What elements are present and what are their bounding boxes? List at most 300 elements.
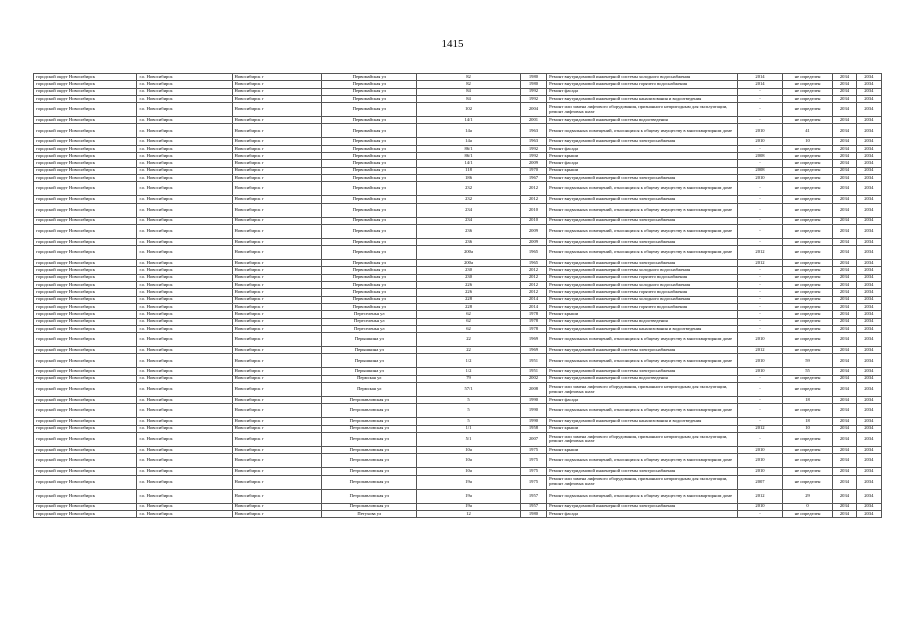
table-row — [34, 432, 882, 446]
plan-end-cell: 2034 — [856, 432, 881, 446]
okrug-cell: г.о. Новосибирск — [137, 95, 232, 102]
table-row — [34, 153, 882, 160]
wear-cell: не определен — [782, 182, 833, 196]
house-number-cell: 230 — [417, 267, 520, 274]
plan-end-cell: 2034 — [856, 333, 881, 347]
table-row — [34, 375, 882, 382]
last-repair-year-cell: - — [738, 203, 782, 217]
work-type-cell: Ремонт фасада — [547, 510, 738, 517]
last-repair-year-cell: 2012 — [738, 260, 782, 267]
wear-cell: 18 — [782, 418, 833, 425]
okrug-cell: г.о. Новосибирск — [137, 274, 232, 281]
table-row — [34, 224, 882, 238]
district-cell: городской округ Новосибирск — [34, 418, 137, 425]
okrug-cell: г.о. Новосибирск — [137, 217, 232, 224]
last-repair-year-cell: - — [738, 418, 782, 425]
plan-end-cell: 2034 — [856, 124, 881, 138]
house-number-cell: 1/2 — [417, 368, 520, 375]
work-type-cell: Ремонт внутридомовой инженерной системы канализования и водоотведения — [547, 325, 738, 332]
plan-end-cell: 2034 — [856, 117, 881, 124]
plan-end-cell: 2034 — [856, 217, 881, 224]
street-cell: Петропавловская ул — [322, 468, 417, 475]
district-cell: городской округ Новосибирск — [34, 503, 137, 510]
city-cell: Новосибирск г — [232, 404, 322, 418]
plan-end-cell: 2034 — [856, 454, 881, 468]
table-row — [34, 203, 882, 217]
house-number-cell: 84 — [417, 88, 520, 95]
last-repair-year-cell: - — [738, 383, 782, 397]
wear-cell: не определен — [782, 238, 833, 245]
wear-cell: не определен — [782, 203, 833, 217]
plan-end-cell: 2034 — [856, 138, 881, 145]
last-repair-year-cell: - — [738, 296, 782, 303]
district-cell: городской округ Новосибирск — [34, 333, 137, 347]
plan-end-cell: 2034 — [856, 153, 881, 160]
plan-start-cell: 2034 — [833, 383, 856, 397]
table-row — [34, 217, 882, 224]
okrug-cell: г.о. Новосибирск — [137, 325, 232, 332]
last-repair-year-cell: - — [738, 145, 782, 152]
street-cell: Переселенья ул — [322, 318, 417, 325]
work-type-cell: Ремонт или замена лифтового оборудования, признанного непригодным для эксплуатации, ремонт лифтовых шахт — [547, 383, 738, 397]
last-repair-year-cell: - — [738, 103, 782, 117]
house-number-cell: 14/1 — [417, 117, 520, 124]
plan-start-cell: 2034 — [833, 117, 856, 124]
year-built-cell: 1963 — [520, 138, 546, 145]
okrug-cell: г.о. Новосибирск — [137, 174, 232, 181]
table-row — [34, 404, 882, 418]
work-type-cell: Ремонт внутридомовой инженерной системы электроснабжения — [547, 196, 738, 203]
okrug-cell: г.о. Новосибирск — [137, 347, 232, 354]
year-built-cell: 2012 — [520, 274, 546, 281]
table-row — [34, 88, 882, 95]
year-built-cell: 1992 — [520, 145, 546, 152]
house-number-cell: 22 — [417, 333, 520, 347]
last-repair-year-cell: - — [738, 510, 782, 517]
city-cell: Новосибирск г — [232, 174, 322, 181]
district-cell: городской округ Новосибирск — [34, 282, 137, 289]
table-row — [34, 246, 882, 260]
okrug-cell: г.о. Новосибирск — [137, 318, 232, 325]
last-repair-year-cell: 2010 — [738, 174, 782, 181]
house-number-cell: 234 — [417, 203, 520, 217]
table-row — [34, 145, 882, 152]
last-repair-year-cell: - — [738, 182, 782, 196]
work-type-cell: Ремонт подвальных помещений, относящихся к общему имуществу в многоквартирном доме — [547, 203, 738, 217]
last-repair-year-cell: - — [738, 375, 782, 382]
plan-start-cell: 2034 — [833, 174, 856, 181]
table-row — [34, 95, 882, 102]
house-number-cell: 234 — [417, 217, 520, 224]
street-cell: Первомайская ул — [322, 274, 417, 281]
street-cell: Перышкина ул — [322, 354, 417, 368]
table-row — [34, 368, 882, 375]
plan-end-cell: 2034 — [856, 368, 881, 375]
year-built-cell: 1980 — [520, 510, 546, 517]
year-built-cell: 2014 — [520, 303, 546, 310]
year-built-cell: 1967 — [520, 174, 546, 181]
house-number-cell: 12 — [417, 510, 520, 517]
plan-start-cell: 2034 — [833, 404, 856, 418]
okrug-cell: г.о. Новосибирск — [137, 311, 232, 318]
city-cell: Новосибирск г — [232, 145, 322, 152]
district-cell: городской округ Новосибирск — [34, 267, 137, 274]
wear-cell: 0 — [782, 503, 833, 510]
okrug-cell: г.о. Новосибирск — [137, 333, 232, 347]
wear-cell: не определен — [782, 117, 833, 124]
table-row — [34, 174, 882, 181]
plan-start-cell: 2034 — [833, 238, 856, 245]
district-cell: городской округ Новосибирск — [34, 489, 137, 503]
wear-cell: не определен — [782, 333, 833, 347]
last-repair-year-cell: - — [738, 160, 782, 167]
city-cell: Новосибирск г — [232, 88, 322, 95]
work-type-cell: Ремонт крыши — [547, 446, 738, 453]
okrug-cell: г.о. Новосибирск — [137, 468, 232, 475]
district-cell: городской округ Новосибирск — [34, 383, 137, 397]
city-cell: Новосибирск г — [232, 153, 322, 160]
street-cell: Первомайская ул — [322, 167, 417, 174]
street-cell: Первомайская ул — [322, 160, 417, 167]
plan-start-cell: 2034 — [833, 432, 856, 446]
plan-end-cell: 2034 — [856, 397, 881, 404]
district-cell: городской округ Новосибирск — [34, 397, 137, 404]
street-cell: Петухова ул — [322, 510, 417, 517]
district-cell: городской округ Новосибирск — [34, 124, 137, 138]
wear-cell: не определен — [782, 95, 833, 102]
plan-start-cell: 2034 — [833, 325, 856, 332]
house-number-cell: 102 — [417, 103, 520, 117]
okrug-cell: г.о. Новосибирск — [137, 489, 232, 503]
district-cell: городской округ Новосибирск — [34, 160, 137, 167]
okrug-cell: г.о. Новосибирск — [137, 182, 232, 196]
wear-cell: не определен — [782, 289, 833, 296]
plan-start-cell: 2034 — [833, 311, 856, 318]
wear-cell: не определен — [782, 296, 833, 303]
plan-start-cell: 2034 — [833, 282, 856, 289]
okrug-cell: г.о. Новосибирск — [137, 354, 232, 368]
year-built-cell: 1978 — [520, 318, 546, 325]
year-built-cell: 2010 — [520, 217, 546, 224]
city-cell: Новосибирск г — [232, 368, 322, 375]
house-number-cell: 19а — [417, 475, 520, 489]
table-row — [34, 454, 882, 468]
table-row — [34, 117, 882, 124]
city-cell: Новосибирск г — [232, 224, 322, 238]
house-number-cell: 57/1 — [417, 383, 520, 397]
plan-end-cell: 2034 — [856, 325, 881, 332]
plan-start-cell: 2034 — [833, 224, 856, 238]
year-built-cell: 2004 — [520, 103, 546, 117]
plan-end-cell: 2034 — [856, 418, 881, 425]
plan-end-cell: 2034 — [856, 375, 881, 382]
district-cell: городской округ Новосибирск — [34, 246, 137, 260]
city-cell: Новосибирск г — [232, 267, 322, 274]
plan-start-cell: 2034 — [833, 296, 856, 303]
year-built-cell: 1965 — [520, 260, 546, 267]
wear-cell: не определен — [782, 145, 833, 152]
city-cell: Новосибирск г — [232, 167, 322, 174]
wear-cell: не определен — [782, 325, 833, 332]
city-cell: Новосибирск г — [232, 397, 322, 404]
district-cell: городской округ Новосибирск — [34, 217, 137, 224]
last-repair-year-cell: - — [738, 238, 782, 245]
street-cell: Первомайская ул — [322, 174, 417, 181]
house-number-cell: 10а — [417, 468, 520, 475]
last-repair-year-cell: - — [738, 318, 782, 325]
work-type-cell: Ремонт внутридомовой инженерной системы холодного водоснабжения — [547, 282, 738, 289]
city-cell: Новосибирск г — [232, 81, 322, 88]
house-number-cell: 86/1 — [417, 153, 520, 160]
year-built-cell: 2007 — [520, 432, 546, 446]
work-type-cell: Ремонт внутридомовой инженерной системы водоотведения — [547, 318, 738, 325]
city-cell: Новосибирск г — [232, 475, 322, 489]
work-type-cell: Ремонт внутридомовой инженерной системы водоотведения — [547, 375, 738, 382]
year-built-cell: 1951 — [520, 368, 546, 375]
year-built-cell: 1978 — [520, 311, 546, 318]
wear-cell: не определен — [782, 81, 833, 88]
last-repair-year-cell: 2012 — [738, 489, 782, 503]
wear-cell: не определен — [782, 311, 833, 318]
plan-start-cell: 2034 — [833, 333, 856, 347]
table-row — [34, 74, 882, 81]
plan-start-cell: 2034 — [833, 217, 856, 224]
year-built-cell: 1990 — [520, 404, 546, 418]
year-built-cell: 1975 — [520, 475, 546, 489]
work-type-cell: Ремонт внутридомовой инженерной системы водоотведения — [547, 117, 738, 124]
plan-end-cell: 2034 — [856, 404, 881, 418]
work-type-cell: Ремонт внутридомовой инженерной системы электроснабжения — [547, 468, 738, 475]
plan-start-cell: 2034 — [833, 124, 856, 138]
table-row — [34, 468, 882, 475]
work-type-cell: Ремонт внутридомовой инженерной системы горячего водоснабжения — [547, 303, 738, 310]
city-cell: Новосибирск г — [232, 503, 322, 510]
year-built-cell: 2009 — [520, 224, 546, 238]
house-number-cell: 10а — [417, 454, 520, 468]
district-cell: городской округ Новосибирск — [34, 432, 137, 446]
year-built-cell: 1975 — [520, 454, 546, 468]
wear-cell: не определен — [782, 160, 833, 167]
year-built-cell: 2010 — [520, 203, 546, 217]
work-type-cell: Ремонт крыши — [547, 167, 738, 174]
okrug-cell: г.о. Новосибирск — [137, 103, 232, 117]
year-built-cell: 2009 — [520, 160, 546, 167]
table-row — [34, 333, 882, 347]
district-cell: городской округ Новосибирск — [34, 224, 137, 238]
year-built-cell: 1963 — [520, 124, 546, 138]
district-cell: городской округ Новосибирск — [34, 347, 137, 354]
plan-end-cell: 2034 — [856, 238, 881, 245]
okrug-cell: г.о. Новосибирск — [137, 383, 232, 397]
plan-start-cell: 2034 — [833, 347, 856, 354]
street-cell: Первомайская ул — [322, 95, 417, 102]
wear-cell: не определен — [782, 404, 833, 418]
house-number-cell: 228 — [417, 303, 520, 310]
city-cell: Новосибирск г — [232, 238, 322, 245]
city-cell: Новосибирск г — [232, 468, 322, 475]
okrug-cell: г.о. Новосибирск — [137, 88, 232, 95]
table-row — [34, 397, 882, 404]
house-number-cell: 19а — [417, 503, 520, 510]
year-built-cell: 1969 — [520, 347, 546, 354]
plan-end-cell: 2034 — [856, 246, 881, 260]
year-built-cell: 1978 — [520, 325, 546, 332]
wear-cell: не определен — [782, 167, 833, 174]
work-type-cell: Ремонт внутридомовой инженерной системы электроснабжения — [547, 138, 738, 145]
okrug-cell: г.о. Новосибирск — [137, 260, 232, 267]
table-row — [34, 489, 882, 503]
okrug-cell: г.о. Новосибирск — [137, 153, 232, 160]
plan-start-cell: 2034 — [833, 489, 856, 503]
house-number-cell: 19а — [417, 489, 520, 503]
plan-end-cell: 2034 — [856, 354, 881, 368]
work-type-cell: Ремонт подвальных помещений, относящихся к общему имуществу в многоквартирном доме — [547, 246, 738, 260]
plan-start-cell: 2034 — [833, 475, 856, 489]
plan-end-cell: 2034 — [856, 503, 881, 510]
street-cell: Первомайская ул — [322, 81, 417, 88]
house-number-cell: 230 — [417, 274, 520, 281]
plan-start-cell: 2034 — [833, 74, 856, 81]
table-row — [34, 124, 882, 138]
street-cell: Петропавловская ул — [322, 418, 417, 425]
plan-end-cell: 2034 — [856, 489, 881, 503]
house-number-cell: 5 — [417, 418, 520, 425]
last-repair-year-cell: 2014 — [738, 74, 782, 81]
plan-end-cell: 2034 — [856, 224, 881, 238]
year-built-cell: 2012 — [520, 267, 546, 274]
wear-cell: не определен — [782, 383, 833, 397]
wear-cell: не определен — [782, 446, 833, 453]
house-number-cell: 5 — [417, 397, 520, 404]
last-repair-year-cell: 2010 — [738, 138, 782, 145]
street-cell: Первомайская ул — [322, 303, 417, 310]
last-repair-year-cell: 2008 — [738, 167, 782, 174]
plan-start-cell: 2034 — [833, 160, 856, 167]
plan-start-cell: 2034 — [833, 510, 856, 517]
district-cell: городской округ Новосибирск — [34, 368, 137, 375]
district-cell: городской округ Новосибирск — [34, 296, 137, 303]
work-type-cell: Ремонт подвальных помещений, относящихся к общему имуществу в многоквартирном доме — [547, 182, 738, 196]
okrug-cell: г.о. Новосибирск — [137, 397, 232, 404]
city-cell: Новосибирск г — [232, 425, 322, 432]
street-cell: Первомайская ул — [322, 260, 417, 267]
district-cell: городской округ Новосибирск — [34, 425, 137, 432]
street-cell: Петропавловская ул — [322, 446, 417, 453]
year-built-cell: 1990 — [520, 418, 546, 425]
plan-end-cell: 2034 — [856, 88, 881, 95]
house-number-cell: 86/1 — [417, 145, 520, 152]
district-cell: городской округ Новосибирск — [34, 354, 137, 368]
plan-start-cell: 2034 — [833, 138, 856, 145]
street-cell: Первомайская ул — [322, 203, 417, 217]
work-type-cell: Ремонт внутридомовой инженерной системы горячего водоснабжения — [547, 81, 738, 88]
house-number-cell: 82 — [417, 74, 520, 81]
house-number-cell: 232 — [417, 196, 520, 203]
okrug-cell: г.о. Новосибирск — [137, 224, 232, 238]
district-cell: городской округ Новосибирск — [34, 404, 137, 418]
district-cell: городской округ Новосибирск — [34, 153, 137, 160]
last-repair-year-cell: 2012 — [738, 246, 782, 260]
plan-end-cell: 2034 — [856, 274, 881, 281]
plan-end-cell: 2034 — [856, 160, 881, 167]
year-built-cell: 2012 — [520, 196, 546, 203]
year-built-cell: 1980 — [520, 81, 546, 88]
plan-end-cell: 2034 — [856, 475, 881, 489]
street-cell: Первомайская ул — [322, 182, 417, 196]
plan-end-cell: 2034 — [856, 303, 881, 310]
street-cell: Первомайская ул — [322, 224, 417, 238]
wear-cell: не определен — [782, 74, 833, 81]
city-cell: Новосибирск г — [232, 333, 322, 347]
street-cell: Перышкина ул — [322, 333, 417, 347]
year-built-cell: 1958 — [520, 425, 546, 432]
table-row — [34, 238, 882, 245]
last-repair-year-cell: - — [738, 303, 782, 310]
okrug-cell: г.о. Новосибирск — [137, 425, 232, 432]
wear-cell: не определен — [782, 303, 833, 310]
work-type-cell: Ремонт фасада — [547, 145, 738, 152]
table-row — [34, 167, 882, 174]
wear-cell: не определен — [782, 153, 833, 160]
year-built-cell: 1980 — [520, 74, 546, 81]
last-repair-year-cell: 2010 — [738, 333, 782, 347]
plan-start-cell: 2034 — [833, 246, 856, 260]
street-cell: Первомайская ул — [322, 217, 417, 224]
district-cell: городской округ Новосибирск — [34, 182, 137, 196]
district-cell: городской округ Новосибирск — [34, 311, 137, 318]
district-cell: городской округ Новосибирск — [34, 103, 137, 117]
okrug-cell: г.о. Новосибирск — [137, 74, 232, 81]
last-repair-year-cell: - — [738, 325, 782, 332]
plan-start-cell: 2034 — [833, 454, 856, 468]
plan-start-cell: 2034 — [833, 425, 856, 432]
table-row — [34, 160, 882, 167]
plan-end-cell: 2034 — [856, 182, 881, 196]
table-row — [34, 383, 882, 397]
plan-start-cell: 2034 — [833, 418, 856, 425]
table-row — [34, 138, 882, 145]
table-row — [34, 425, 882, 432]
plan-end-cell: 2034 — [856, 347, 881, 354]
district-cell: городской округ Новосибирск — [34, 454, 137, 468]
wear-cell: не определен — [782, 224, 833, 238]
city-cell: Новосибирск г — [232, 217, 322, 224]
okrug-cell: г.о. Новосибирск — [137, 246, 232, 260]
work-type-cell: Ремонт внутридомовой инженерной системы электроснабжения — [547, 238, 738, 245]
house-number-cell: 1/2 — [417, 354, 520, 368]
work-type-cell: Ремонт фасада — [547, 397, 738, 404]
wear-cell: 41 — [782, 124, 833, 138]
plan-end-cell: 2034 — [856, 203, 881, 217]
wear-cell: 55 — [782, 368, 833, 375]
table-row — [34, 260, 882, 267]
house-number-cell: 14а — [417, 138, 520, 145]
wear-cell: не определен — [782, 103, 833, 117]
table-row — [34, 296, 882, 303]
city-cell: Новосибирск г — [232, 325, 322, 332]
wear-cell: 29 — [782, 489, 833, 503]
street-cell: Первомайская ул — [322, 145, 417, 152]
street-cell: Первомайская ул — [322, 238, 417, 245]
street-cell: Первомайская ул — [322, 289, 417, 296]
last-repair-year-cell: 2007 — [738, 475, 782, 489]
year-built-cell: 1970 — [520, 167, 546, 174]
plan-end-cell: 2034 — [856, 145, 881, 152]
house-number-cell: 14/1 — [417, 160, 520, 167]
okrug-cell: г.о. Новосибирск — [137, 289, 232, 296]
house-number-cell: 226 — [417, 289, 520, 296]
house-number-cell: 236 — [417, 238, 520, 245]
